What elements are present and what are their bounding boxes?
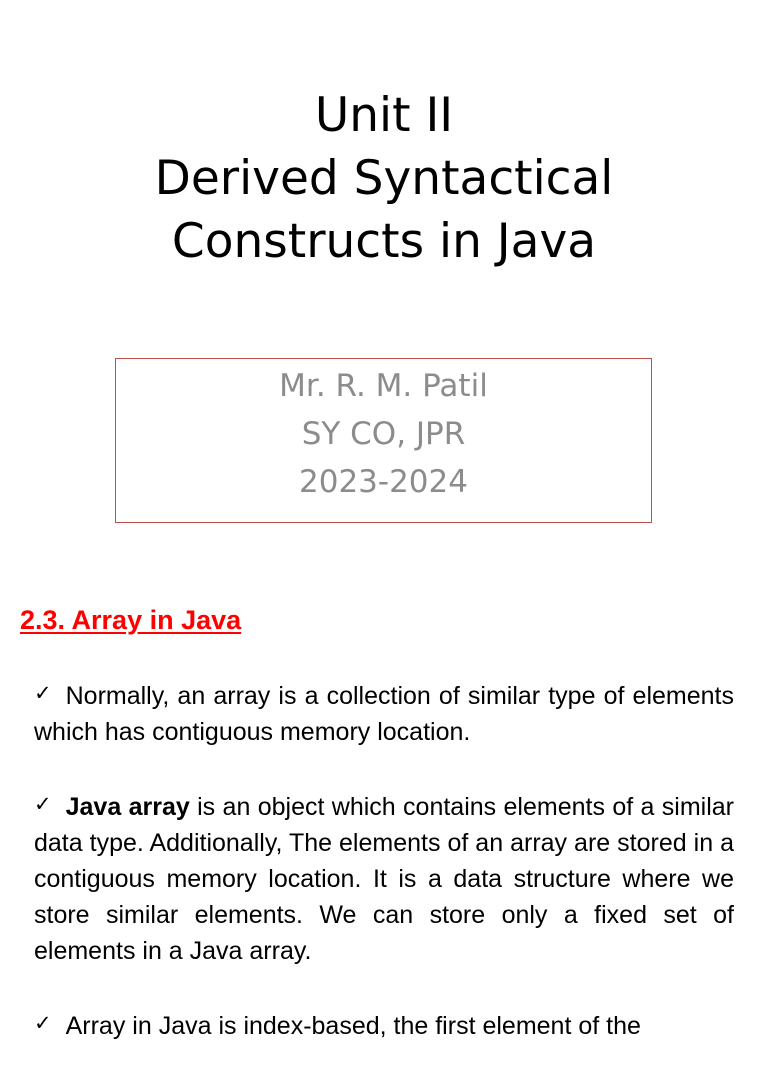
- bullet-item: [34, 786, 734, 969]
- author-name: Mr. R. M. Patil: [279, 368, 488, 404]
- bullet-text: Array in Java is index-based, the first element of the: [65, 1012, 641, 1040]
- bullet-bold-term: Java array: [65, 793, 190, 821]
- bullet-text: Normally, an array is a collection of similar type of elements which has contiguous memory location.: [34, 682, 734, 746]
- author-info-box: [115, 358, 652, 523]
- bullet-item: [34, 1005, 734, 1044]
- title-line-unit: Unit II: [314, 88, 454, 143]
- title-line-topic-1: Derived Syntactical: [154, 151, 614, 206]
- section-heading: 2.3. Array in Java: [20, 605, 242, 635]
- check-mark-icon: ✓: [34, 1011, 52, 1035]
- academic-year: 2023-2024: [299, 464, 468, 500]
- slide-title: [0, 84, 768, 273]
- check-mark-icon: ✓: [34, 792, 52, 816]
- bullet-text: is an object which contains elements of a similar data type. Additionally, The elements of an array are stored in a contiguous memory location. It is a data structure where we store similar elements. We can store only a fixed set of elements in a Java array.: [34, 793, 735, 965]
- check-mark-icon: ✓: [34, 681, 52, 705]
- course-name: SY CO, JPR: [301, 416, 466, 452]
- bullet-item: [34, 675, 734, 750]
- bullet-list: [34, 675, 734, 1080]
- title-line-topic-2: Constructs in Java: [171, 214, 597, 269]
